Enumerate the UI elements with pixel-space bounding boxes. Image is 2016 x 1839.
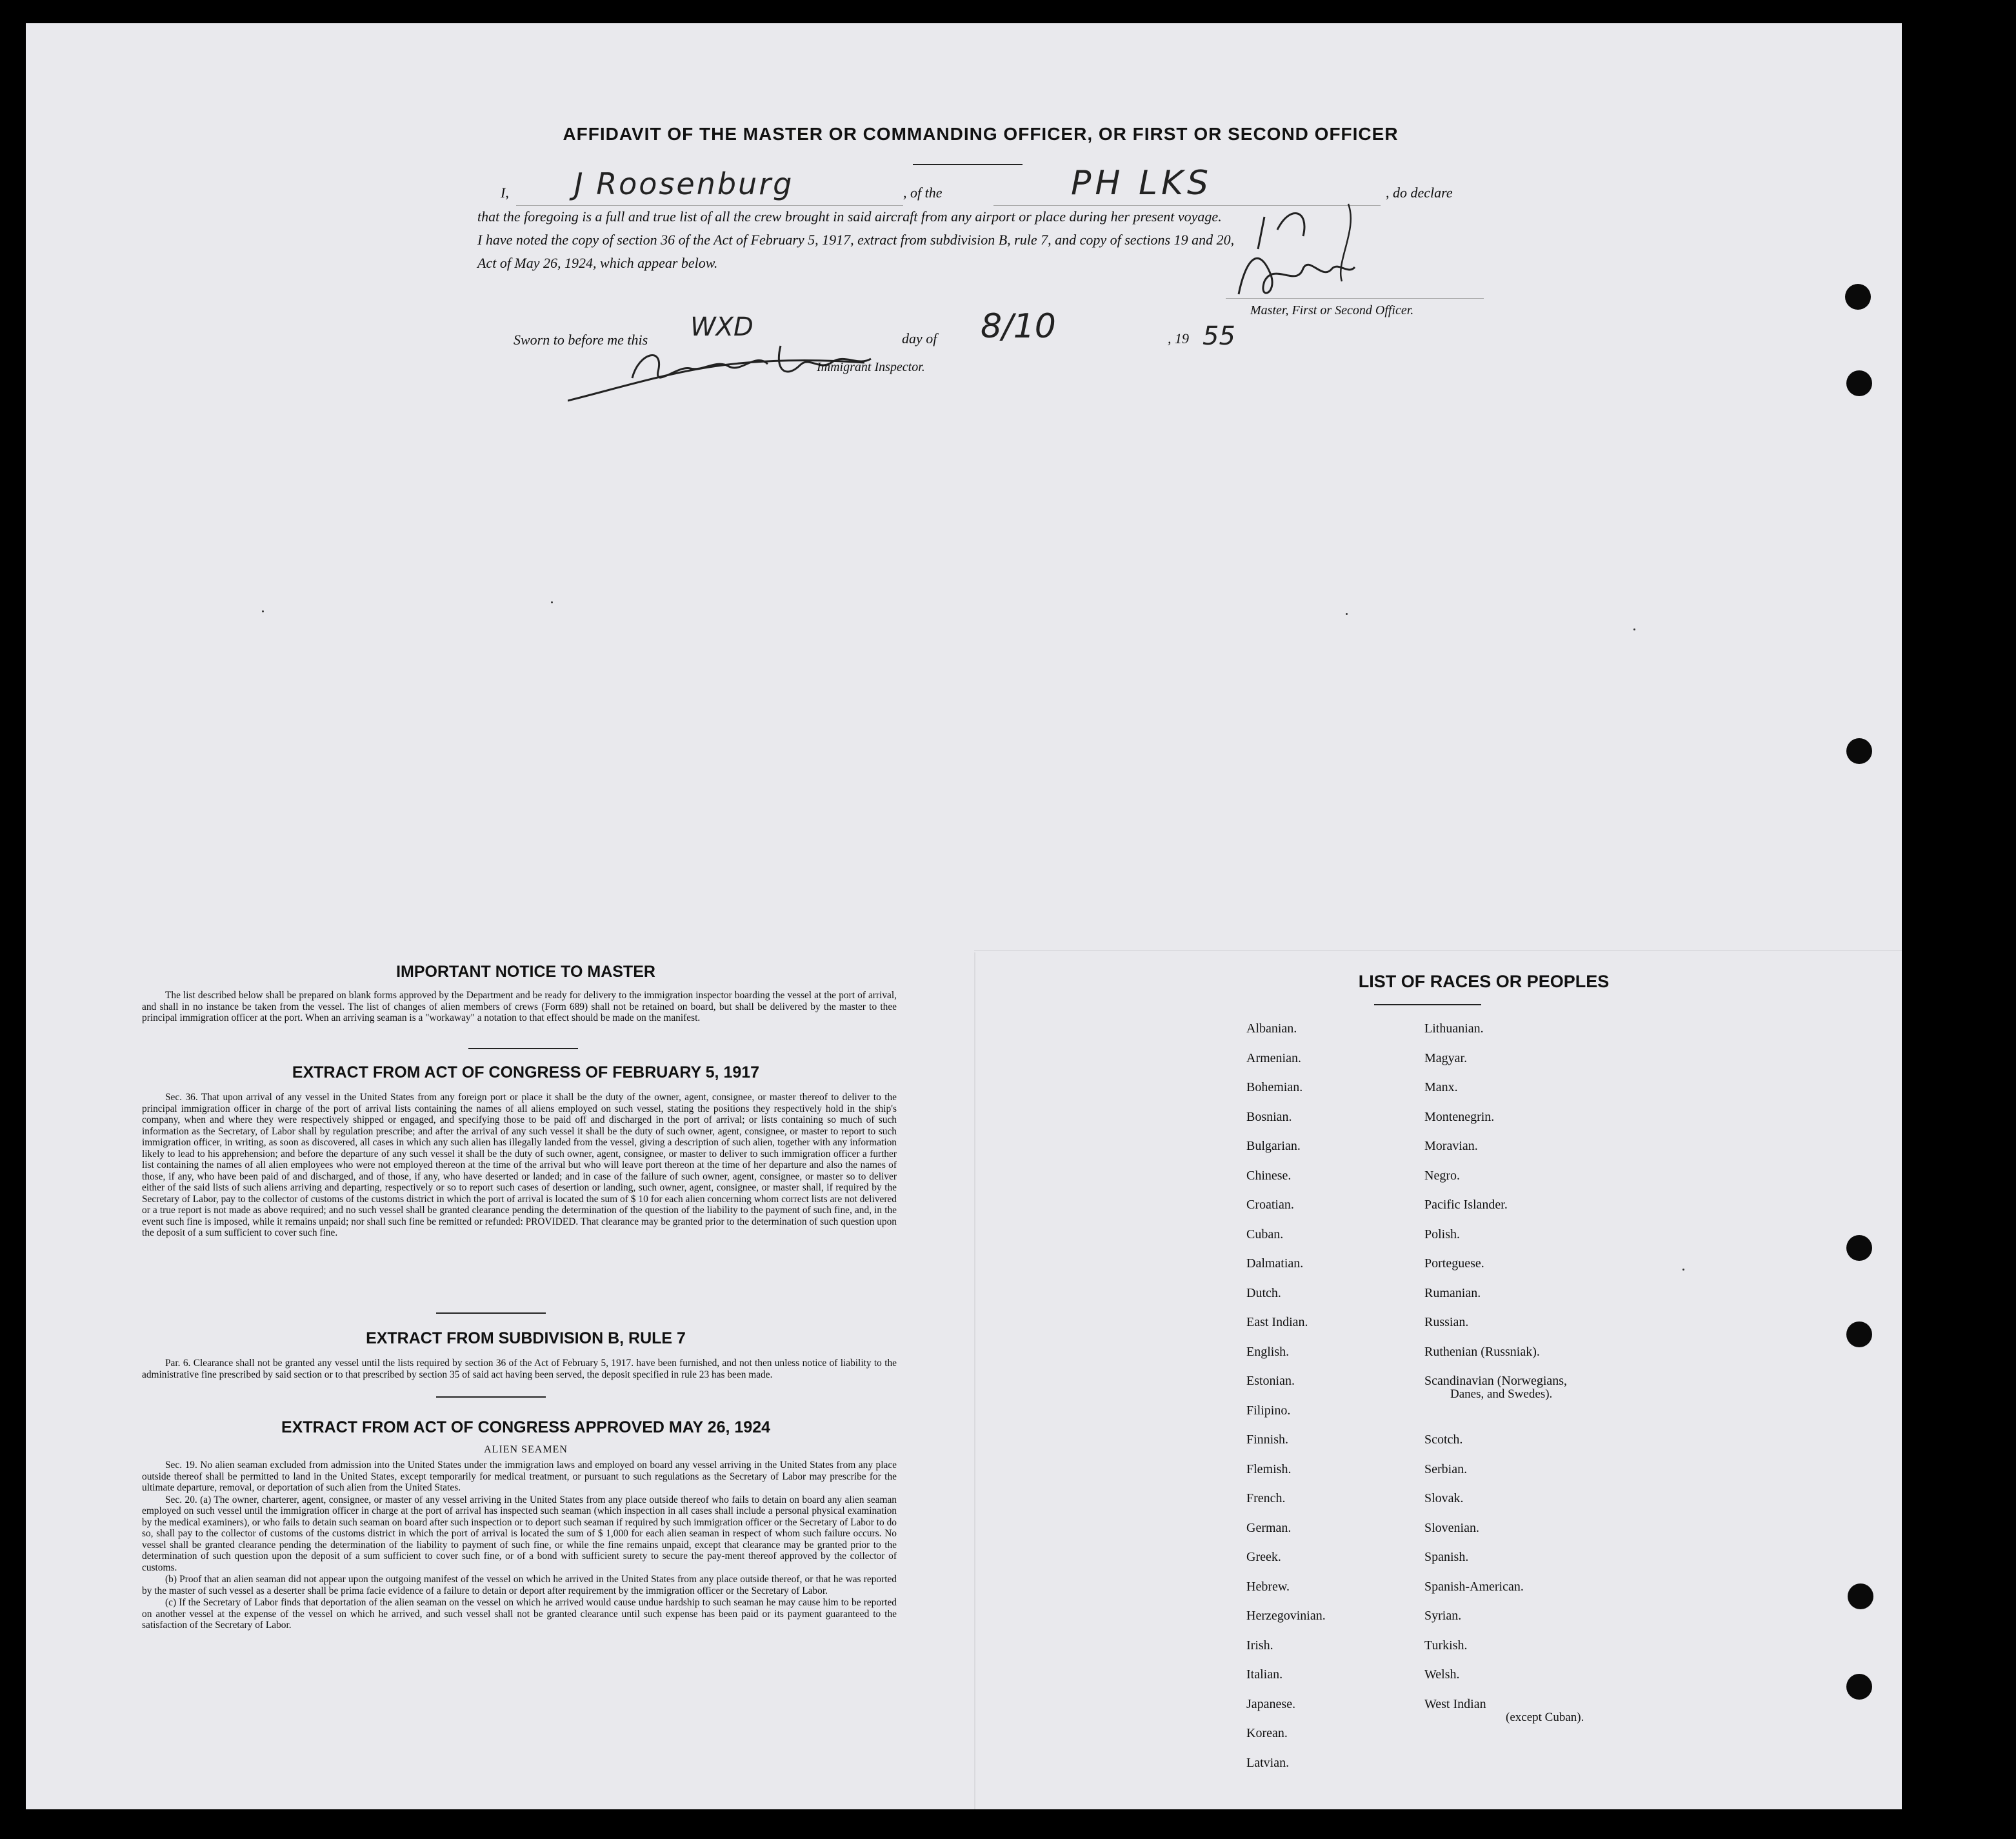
race-item: Albanian. (1246, 1021, 1297, 1036)
title-rule (913, 164, 1023, 165)
speck (1633, 628, 1635, 630)
of-the-label: , of the (903, 185, 943, 201)
race-item (1424, 1373, 1584, 1432)
race-item: Negro. (1424, 1168, 1460, 1183)
race-item: Magyar. (1424, 1050, 1468, 1065)
race-item: Greek. (1246, 1550, 1281, 1564)
punch-hole (1846, 370, 1872, 396)
section-rule (436, 1396, 546, 1398)
race-item: Welsh. (1424, 1667, 1460, 1682)
race-item: Pacific Islander. (1424, 1198, 1508, 1212)
race-item: Polish. (1424, 1227, 1461, 1241)
day-of-label: day of (902, 330, 937, 347)
race-item: Bohemian. (1246, 1080, 1303, 1094)
races-left-column (1246, 1021, 1326, 1784)
inspector-label: Immigrant Inspector. (817, 360, 925, 374)
affidavit-title: AFFIDAVIT OF THE MASTER OR COMMANDING OFFICER, OR FIRST OR SECOND OFFICER (563, 124, 1399, 144)
section-36-paragraph: Sec. 36. That upon arrival of any vessel in the United States from any foreign port or place it shall be the duty of the owner, agent, consignee, or master thereof to deliver to the principal immigration officer in charge of the port of arrival lists containing the names of all aliens employed on such vessel, stating the positions they respectively hold in the ship's company, when and where they were respectively shipped or engaged, and specifying those to be paid off and discharged in the port of arrival; or lists containing so much of such information as the Secretary, of Labor shall by regulation prescribe; and after the arrival of any such vessel it shall be the duty of such owner, agent, consignee, or master to report to such immigration officer, in writing, as soon as discovered, all cases in which any such alien has illegally landed from the vessel, giving a description of such alien, together with any information likely to lead to his apprehension; and before the departure of any such vessel it shall be the duty of such owner, agent, consignee, or master to deliver to such immigration officer a further list containing the names of all alien employees who were not employed thereon at the time of the arrival but who will leave port thereon at the time of her departure and also the names of those, if any, who have been paid of and discharged, and of those, if any, who have deserted or landed; and in case of the failure of such owner, agent, consignee, or master so to deliver either of the said lists of such aliens arriving and departing, respectively or so to report such cases of desertion or landing, such owner, agent, consignee, or master shall, if required by the Secretary of Labor, pay to the collector of customs of the customs district in which the port of arrival is located the sum of $ 10 for each alien concerning whom correct lists are not delivered or a true report is not made as above required; and no such vessel shall be granted clearance pending the determination of the question of the liability to the payment of such fine, and, in the event such fine is imposed, while it remains unpaid; nor shall such fine be remitted or refunded: PROVIDED. That clearance may be granted prior to the determination of such question upon the deposit of a sum sufficient to cover such fine. (142, 1092, 897, 1238)
speck (1346, 613, 1348, 615)
sworn-label: Sworn to before me this (514, 332, 648, 348)
punch-hole (1845, 284, 1871, 310)
race-item: Bosnian. (1246, 1109, 1292, 1124)
master-signature-line (1226, 298, 1484, 299)
race-item: Moravian. (1424, 1139, 1478, 1153)
handwritten-month: 8/10 (981, 307, 1056, 346)
race-item: French. (1246, 1491, 1286, 1505)
race-item: East Indian. (1246, 1315, 1308, 1329)
master-officer-label: Master, First or Second Officer. (1250, 303, 1414, 317)
race-item: English. (1246, 1344, 1290, 1359)
handwritten-master-name: J Roosenburg (574, 166, 794, 201)
sec-20c-paragraph: (c) If the Secretary of Labor finds that deportation of the alien seaman on the vessel on which he arrived would cause undue hardship to such seaman he may cause him to be reported on another vessel at the expense of the vessel on which he arrived, and such vessel shall not be granted clearance until such expense has been paid or its payment guaranteed to the satisfaction of the Secretary of Labor. (142, 1597, 897, 1631)
races-title-rule (1374, 1004, 1481, 1005)
race-item: Manx. (1424, 1080, 1458, 1094)
race-item: Latvian. (1246, 1755, 1290, 1770)
race-item: Korean. (1246, 1726, 1288, 1740)
affidavit-line-4: Act of May 26, 1924, which appear below. (477, 255, 718, 271)
race-item-continuation: (except Cuban). (1506, 1710, 1584, 1724)
races-right-column (1424, 1021, 1584, 1725)
race-item: Bulgarian. (1246, 1139, 1301, 1153)
extract-1924-text (142, 1460, 897, 1632)
race-item: Italian. (1246, 1667, 1283, 1682)
punch-hole (1846, 1674, 1872, 1700)
declare-label: , do declare (1386, 185, 1453, 201)
race-item: Slovak. (1424, 1491, 1464, 1505)
speck (1682, 1269, 1684, 1271)
race-item (1424, 1696, 1584, 1726)
year-prefix-label: , 19 (1168, 330, 1189, 347)
race-item: Lithuanian. (1424, 1021, 1484, 1036)
race-item: Slovenian. (1424, 1520, 1479, 1535)
sec-20b-paragraph: (b) Proof that an alien seaman did not appear upon the outgoing manifest of the vessel on which he arrived in the United States from any place outside thereof, or that he was reported by the master of such vessel as a deserter shall be prima facie evidence of a failure to detain or deport after requirement by the immigration officer or the Secretary of Labor. (142, 1574, 897, 1596)
race-item: Herzegovinian. (1246, 1609, 1326, 1623)
race-item: Montenegrin. (1424, 1109, 1495, 1124)
notice-title: IMPORTANT NOTICE TO MASTER (396, 963, 655, 981)
race-item-label: West Indian (1424, 1696, 1486, 1711)
race-item: Finnish. (1246, 1432, 1289, 1447)
race-item: Serbian. (1424, 1462, 1468, 1476)
race-item: Turkish. (1424, 1638, 1468, 1653)
race-item: Japanese. (1246, 1696, 1296, 1711)
document-page (26, 23, 1902, 1809)
notice-text (142, 990, 897, 1025)
race-item: Ruthenian (Russniak). (1424, 1344, 1540, 1359)
extract-1917-text (142, 1092, 897, 1240)
race-item: Rumanian. (1424, 1285, 1481, 1300)
race-item-label: Scandinavian (Norwegians, (1424, 1374, 1568, 1388)
race-item: Armenian. (1246, 1050, 1301, 1065)
handwritten-year: 55 (1203, 321, 1235, 351)
race-item: Russian. (1424, 1315, 1469, 1329)
alien-seamen-subtitle: ALIEN SEAMEN (484, 1444, 568, 1455)
speck (262, 610, 264, 612)
race-item-continuation: Danes, and Swedes). (1450, 1387, 1553, 1401)
race-item: Croatian. (1246, 1198, 1294, 1212)
races-title: LIST OF RACES OR PEOPLES (1358, 972, 1610, 991)
fold-line-vertical (974, 952, 975, 1809)
handwritten-day: WXD (690, 312, 754, 342)
affidavit-line-3: I have noted the copy of section 36 of the Act of February 5, 1917, extract from subdivision B, rule 7, and copy of sections 19 and 20, (477, 232, 1235, 248)
subdivision-b-title: EXTRACT FROM SUBDIVISION B, RULE 7 (366, 1329, 686, 1347)
punch-hole (1846, 738, 1872, 764)
section-rule (436, 1312, 546, 1314)
race-item: Dalmatian. (1246, 1256, 1304, 1271)
punch-hole (1846, 1321, 1872, 1347)
punch-hole (1848, 1583, 1873, 1609)
race-item: Spanish. (1424, 1550, 1469, 1564)
race-item: Porteguese. (1424, 1256, 1484, 1271)
subdivision-b-text (142, 1358, 897, 1381)
race-item: German. (1246, 1520, 1292, 1535)
race-item: Hebrew. (1246, 1579, 1290, 1594)
race-item: Syrian. (1424, 1609, 1462, 1623)
race-item: Irish. (1246, 1638, 1273, 1653)
fold-line-horizontal (974, 950, 1902, 951)
pronoun-label: I, (501, 185, 509, 201)
race-item: Dutch. (1246, 1285, 1281, 1300)
race-item: Estonian. (1246, 1374, 1295, 1388)
extract-1917-title: EXTRACT FROM ACT OF CONGRESS OF FEBRUARY 5, 1917 (292, 1063, 760, 1081)
notice-paragraph: The list described below shall be prepared on blank forms approved by the Department and be ready for delivery to the immigration inspector boarding the vessel at the port of arrival, and shall in no instance be taken from the vessel. The list of changes of alien members of crews (Form 689) shall not be retained on board, but shall be delivered by the master to thee principal immigration officer at the port. When an arriving seaman is a "workaway" a notation to that effect should be made on the manifest. (142, 990, 897, 1023)
name-underline (516, 205, 903, 206)
sec-19-paragraph: Sec. 19. No alien seaman excluded from admission into the United States under the immigration laws and employed on board any vessel arriving in the United States from any place outside thereof shall be permitted to land in the United States, except temporarily for medical treatment, or pursuant to such regulations as the Secretary of Labor may prescribe for the ultimate departure, removal, or deportation of such alien from the United States. (142, 1460, 897, 1493)
race-item: Flemish. (1246, 1462, 1292, 1476)
affidavit-line-2: that the foregoing is a full and true list of all the crew brought in said aircraft from any airport or place during her present voyage. (477, 208, 1222, 225)
par-6-paragraph: Par. 6. Clearance shall not be granted any vessel until the lists required by section 36 of the Act of February 5, 1917. have been furnished, and not then unless notice of liability to the administrative fine prescribed by said section or to that prescribed by section 35 of said act having been served, the deposit specified in rule 23 has been made. (142, 1358, 897, 1380)
race-item: Chinese. (1246, 1168, 1292, 1183)
extract-1924-title: EXTRACT FROM ACT OF CONGRESS APPROVED MAY 26, 1924 (281, 1418, 771, 1436)
race-item: Filipino. (1246, 1403, 1291, 1418)
race-item: Scotch. (1424, 1432, 1463, 1447)
race-item: Spanish-American. (1424, 1579, 1524, 1594)
handwritten-vessel: PH LKS (1071, 164, 1213, 203)
section-rule (468, 1048, 578, 1049)
speck (551, 601, 553, 603)
race-item: Cuban. (1246, 1227, 1284, 1241)
punch-hole (1846, 1235, 1872, 1261)
sec-20a-paragraph: Sec. 20. (a) The owner, charterer, agent, consignee, or master of any vessel arriving in the United States from any place outside thereof who fails to detain on board any alien seaman employed on such vessel until the immigration officer in charge at the port of arrival has inspected such seaman (which inspection in all cases shall include a personal physical examination by the medical examiners), or who fails to detain such seaman on board after such inspection or to deport such seaman if required by such immigration officer or the Secretary of Labor to do so, shall pay to the collector of customs of the customs district in which the port of arrival is located the sum of $ 1,000 for each alien seaman in respect of whom such failure occurs. No vessel shall be granted clearance pending the determination of the liability to payment of such fine, or while the fine remains unpaid, except that clearance may be granted prior to the determination of such question upon the deposit of a sum sufficient to cover such fine, or of a bond with sufficient surety to secure the pay-ment thereof approved by the collector of customs. (142, 1494, 897, 1573)
